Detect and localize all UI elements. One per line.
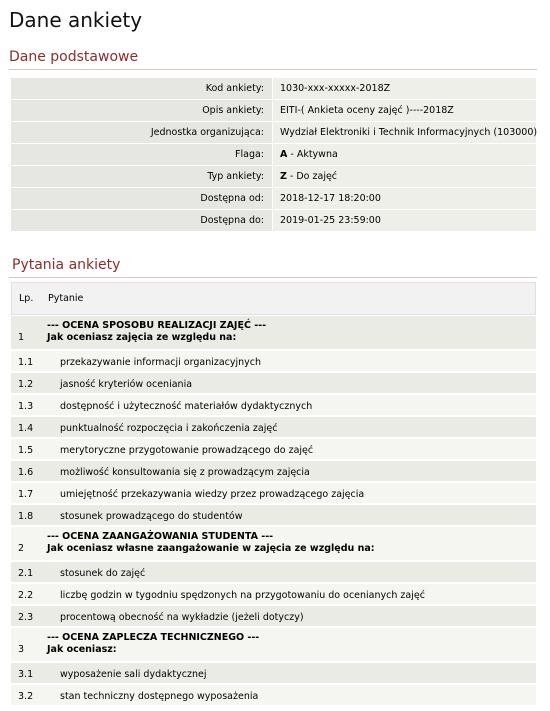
question-number <box>11 461 46 481</box>
question-text <box>46 562 536 582</box>
question-number-text: 1.4 <box>18 423 34 434</box>
question-number <box>11 373 46 393</box>
question-row <box>11 663 536 684</box>
info-row <box>11 122 536 143</box>
question-number-text: 1.6 <box>18 467 34 478</box>
question-number-text: 3.1 <box>18 669 34 680</box>
question-number <box>11 663 46 683</box>
question-label: możliwość konsultowania się z prowadzącym zajęcia <box>60 467 310 478</box>
question-number-text: 3.2 <box>18 691 34 702</box>
question-group-title: --- OCENA SPOSOBU REALIZACJI ZAJĘĆ --- <box>47 320 267 331</box>
question-number-text: 1 <box>18 332 25 343</box>
question-number-text: 1.7 <box>18 489 34 500</box>
info-value: EITI-( Ankieta oceny zajęć )----2018Z <box>273 100 536 121</box>
question-text <box>46 316 536 349</box>
question-label: jasność kryteriów oceniania <box>60 379 193 390</box>
question-text <box>46 395 536 415</box>
question-row <box>11 505 536 526</box>
info-value <box>273 144 536 165</box>
question-number <box>11 685 46 705</box>
question-group-row <box>11 628 536 662</box>
question-row <box>11 461 536 482</box>
question-number <box>11 439 46 459</box>
question-text <box>46 439 536 459</box>
section-title-questions: Pytania ankiety <box>12 257 121 273</box>
question-row <box>11 483 536 504</box>
question-row <box>11 351 536 372</box>
section-title-basic: Dane podstawowe <box>9 49 139 65</box>
info-row <box>11 210 536 231</box>
info-value: 2019-01-25 23:59:00 <box>273 210 536 231</box>
question-text <box>46 663 536 683</box>
info-value: 2018-12-17 18:20:00 <box>273 188 536 209</box>
info-row <box>11 144 536 165</box>
question-number <box>11 417 46 437</box>
question-label: wyposażenie sali dydaktycznej <box>60 669 207 680</box>
info-row <box>11 188 536 209</box>
section-divider <box>9 277 537 278</box>
info-row <box>11 166 536 187</box>
question-label: stosunek do zajęć <box>60 568 146 579</box>
question-group-title: --- OCENA ZAANGAŻOWANIA STUDENTA --- <box>47 531 274 542</box>
question-number <box>11 351 46 371</box>
question-number-text: 2.2 <box>18 590 34 601</box>
info-label: Typ ankiety: <box>11 166 272 187</box>
question-row <box>11 417 536 438</box>
question-row <box>11 439 536 460</box>
question-label: liczbę godzin w tygodniu spędzonych na przygotowaniu do ocenianych zajęć <box>60 590 425 601</box>
table-header <box>11 282 536 315</box>
info-code-desc: - Aktywna <box>287 149 338 160</box>
info-code: A <box>280 149 288 160</box>
question-row <box>11 584 536 605</box>
question-row <box>11 562 536 583</box>
info-label: Flaga: <box>11 144 272 165</box>
info-label: Kod ankiety: <box>11 78 272 99</box>
question-number <box>11 562 46 582</box>
question-group-row <box>11 527 536 561</box>
question-number-text: 2.3 <box>18 612 34 623</box>
question-label: procentową obecność na wykładzie (jeżeli dotyczy) <box>60 612 304 623</box>
question-number-text: 1.8 <box>18 511 34 522</box>
question-text <box>46 373 536 393</box>
question-label: merytoryczne przygotowanie prowadzącego do zajęć <box>60 445 314 456</box>
question-group-title: --- OCENA ZAPLECZA TECHNICZNEGO --- <box>47 632 260 643</box>
question-number <box>11 606 46 626</box>
question-number-text: 1.1 <box>18 357 34 368</box>
question-number <box>11 483 46 503</box>
question-row <box>11 685 536 706</box>
question-number <box>11 628 46 661</box>
question-text <box>46 606 536 626</box>
question-text <box>46 417 536 437</box>
info-value <box>273 166 536 187</box>
question-number <box>11 395 46 415</box>
question-label: dostępność i użyteczność materiałów dydaktycznych <box>60 401 313 412</box>
question-number-text: 2 <box>18 543 25 554</box>
question-text <box>46 461 536 481</box>
question-group-row <box>11 316 536 350</box>
question-label: punktualność rozpoczęcia i zakończenia zajęć <box>60 423 278 434</box>
question-row <box>11 606 536 627</box>
question-group-prompt: Jak oceniasz własne zaangażowanie w zajęcia ze względu na: <box>47 543 375 554</box>
question-text <box>46 628 536 661</box>
question-number <box>11 527 46 560</box>
info-row <box>11 100 536 121</box>
section-divider <box>9 69 537 70</box>
question-label: przekazywanie informacji organizacyjnych <box>60 357 262 368</box>
question-number-text: 1.5 <box>18 445 34 456</box>
question-text <box>46 505 536 525</box>
question-text <box>46 685 536 705</box>
info-label: Dostępna do: <box>11 210 272 231</box>
question-label: stosunek prowadzącego do studentów <box>60 511 243 522</box>
question-number-text: 1.3 <box>18 401 34 412</box>
info-value: Wydział Elektroniki i Technik Informacyjnych (103000) <box>273 122 536 143</box>
column-header-lp: Lp. <box>19 293 34 304</box>
question-text <box>46 351 536 371</box>
info-code: Z <box>280 171 287 182</box>
question-number-text: 3 <box>18 644 25 655</box>
info-label: Dostępna od: <box>11 188 272 209</box>
info-label: Opis ankiety: <box>11 100 272 121</box>
info-value: 1030-xxx-xxxxx-2018Z <box>273 78 536 99</box>
question-group-prompt: Jak oceniasz: <box>47 644 117 655</box>
question-text <box>46 483 536 503</box>
column-header-question: Pytanie <box>48 293 84 304</box>
info-code-desc: - Do zajęć <box>286 171 338 182</box>
question-text <box>46 527 536 560</box>
question-number-text: 1.2 <box>18 379 34 390</box>
question-number-text: 2.1 <box>18 568 34 579</box>
question-text <box>46 584 536 604</box>
info-label: Jednostka organizująca: <box>11 122 272 143</box>
question-number <box>11 584 46 604</box>
page-title: Dane ankiety <box>9 8 143 32</box>
question-label: stan techniczny dostępnego wyposażenia <box>60 691 259 702</box>
question-row <box>11 395 536 416</box>
question-number <box>11 505 46 525</box>
question-group-prompt: Jak oceniasz zajęcia ze względu na: <box>47 332 237 343</box>
question-label: umiejętność przekazywania wiedzy przez prowadzącego zajęcia <box>60 489 365 500</box>
info-row <box>11 78 536 99</box>
question-number <box>11 316 46 349</box>
question-row <box>11 373 536 394</box>
